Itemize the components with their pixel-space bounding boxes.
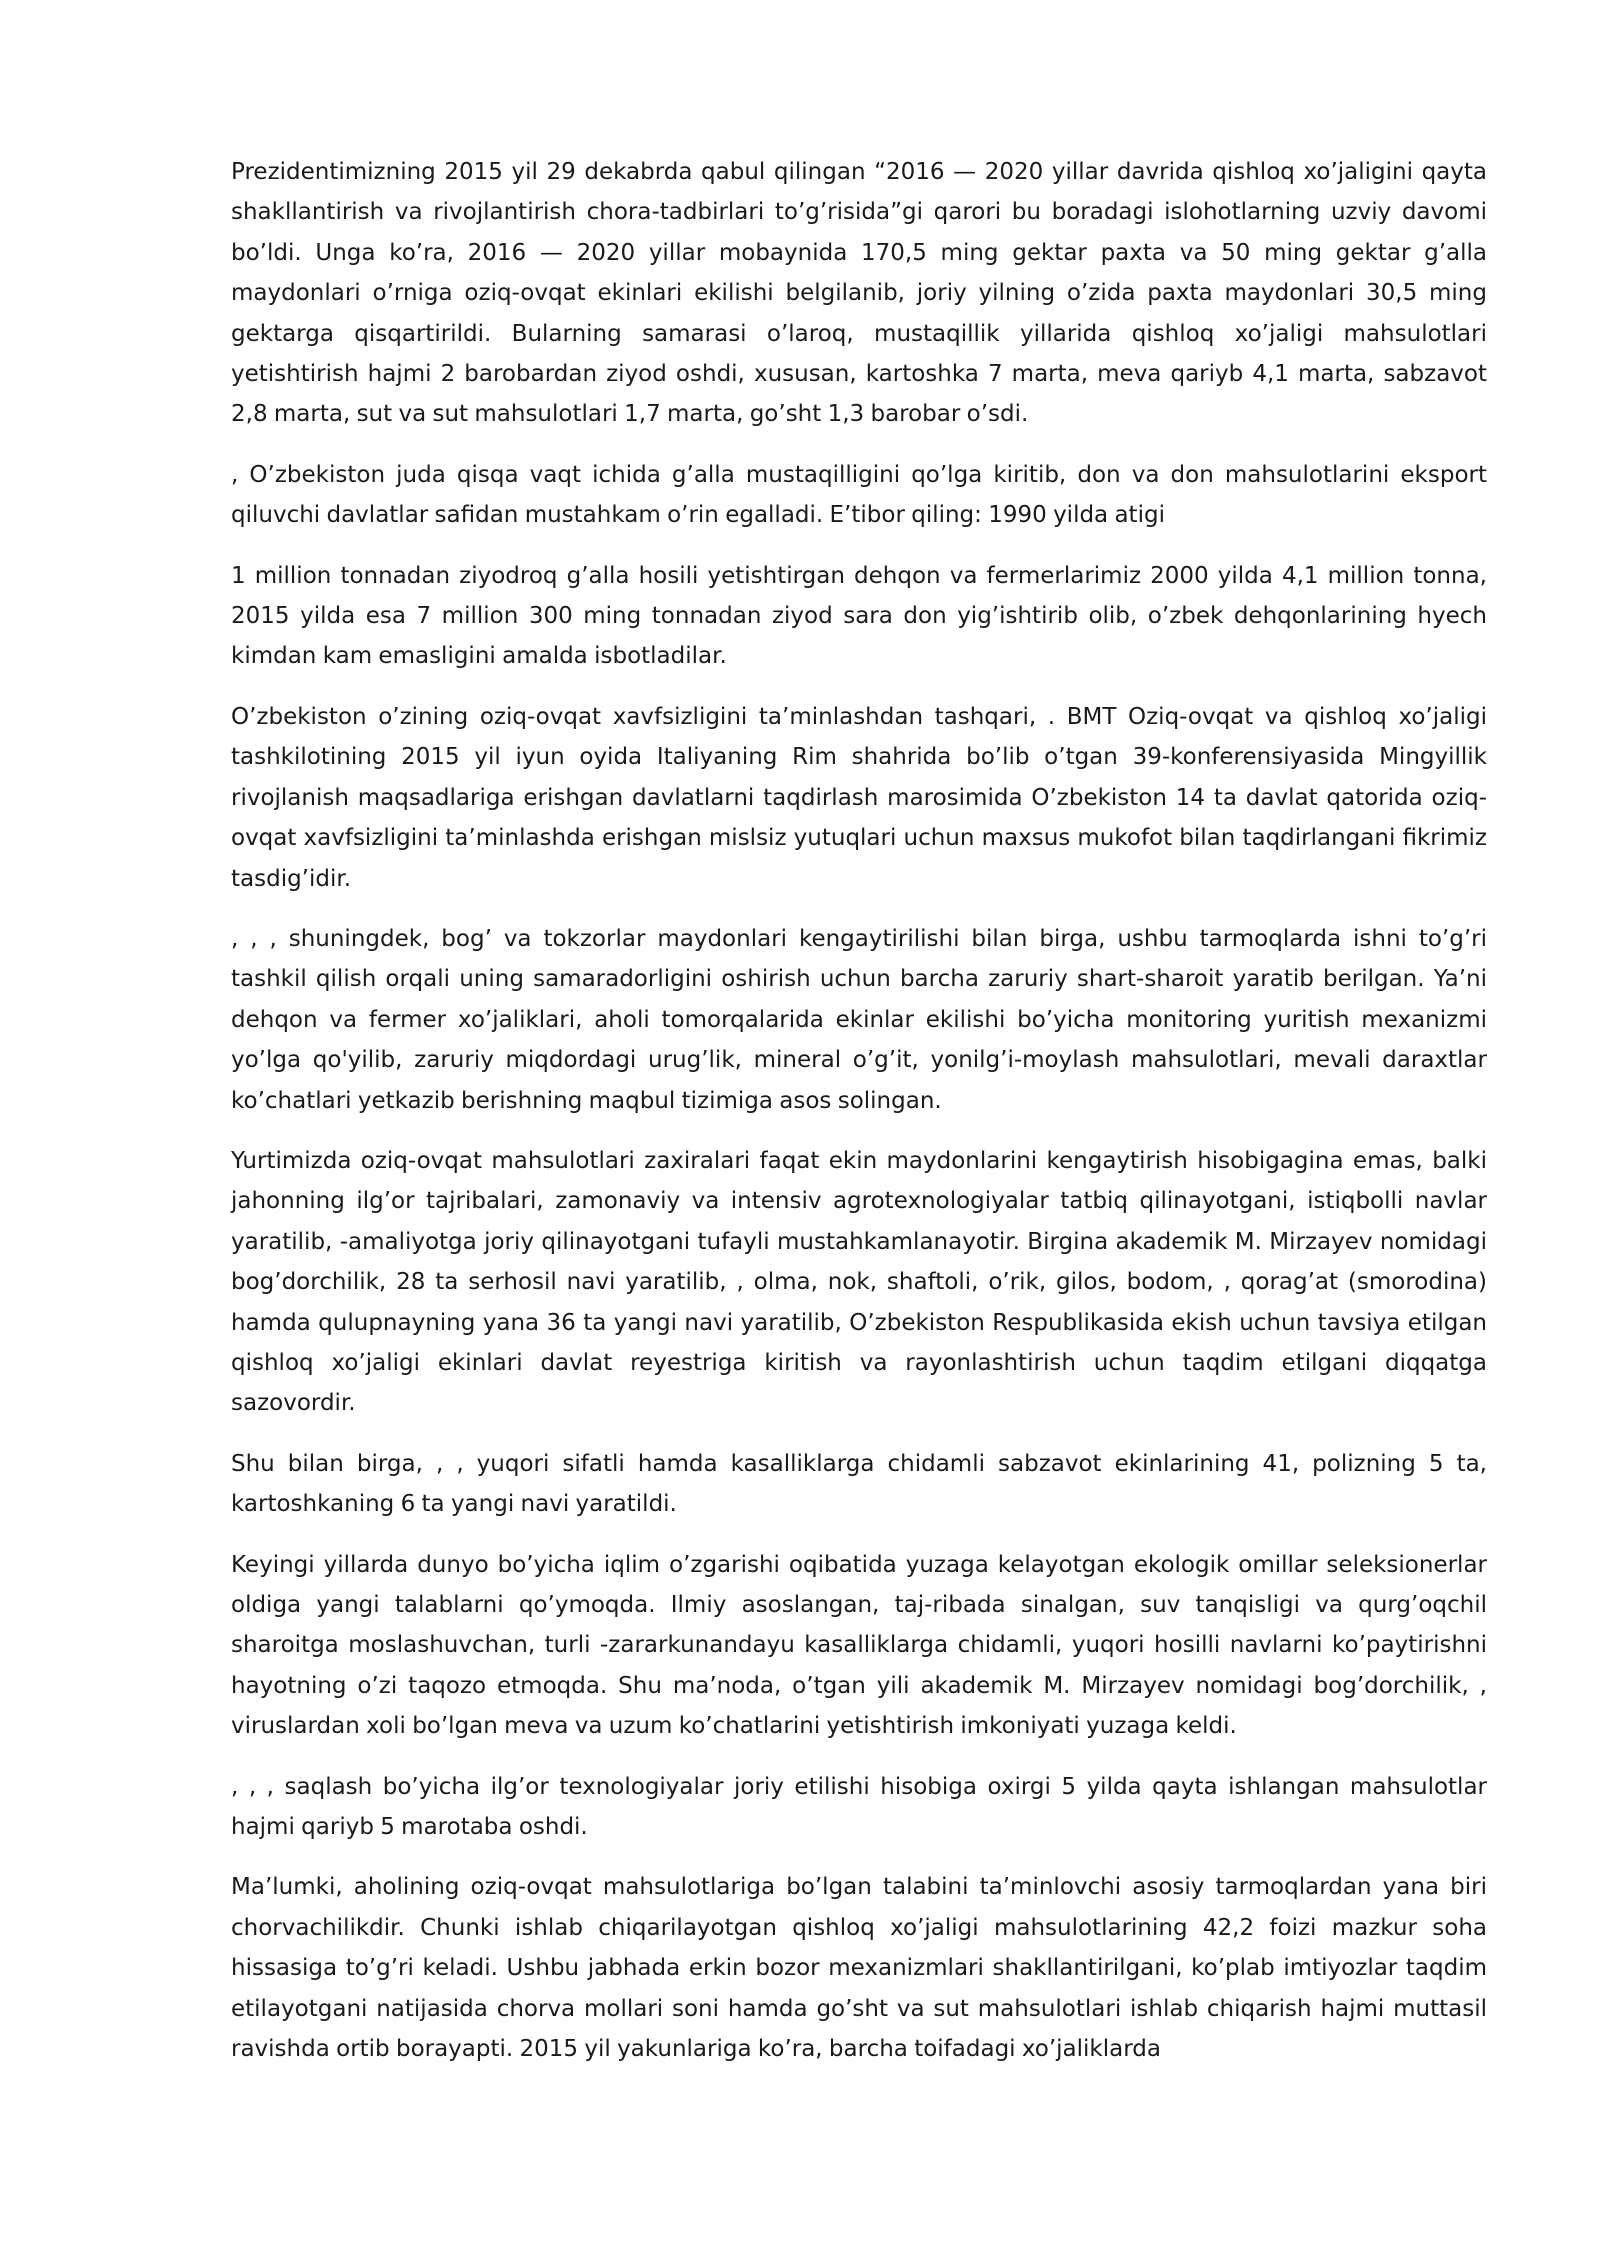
paragraph-9: , , , saqlash bo’yicha ilg’or texnologiyalar joriy etilishi hisobiga oxirgi 5 yilda qayta ishlangan mahsulotlar hajmi qariyb 5 marotaba oshdi. <box>231 1773 1487 1841</box>
paragraph-8: Keyingi yillarda dunyo bo’yicha iqlim o’zgarishi oqibatida yuzaga kelayotgan ekologik omillar seleksionerlar oldiga yangi talablarni qo’ymoqda. Ilmiy asoslangan, taj-ribada sinalgan, suv tanqisligi va qurg’oqchil sharoitga moslashuvchan, turli -zararkunandayu kasalliklarga chidamli, yuqori hosilli navlarni ko’paytirishni hayotning o’zi taqozo etmoqda. Shu ma’noda, o’tgan yili akademik M. Mirzayev nomidagi bog’dorchilik, , viruslardan xoli bo’lgan meva va uzum ko’chatlarini yetishtirish imkoniyati yuzaga keldi. <box>231 1551 1487 1740</box>
paragraph-6: Yurtimizda oziq-ovqat mahsulotlari zaxiralari faqat ekin maydonlarini kengaytirish hisobigagina emas, balki jahonning ilg’or tajribalari, zamonaviy va intensiv agrotexnologiyalar tatbiq qilinayotgani, istiqbolli navlar yaratilib, -amaliyotga joriy qilinayotgani tufayli mustahkamlanayotir. Birgina akademik M. Mirzayev nomidagi bog’dorchilik, 28 ta serhosil navi yaratilib, , olma, nok, shaftoli, o’rik, gilos, bodom, , qorag’at (smorodina) hamda qulupnayning yana 36 ta yangi navi yaratilib, O’zbekiston Respublikasida ekish uchun tavsiya etilgan qishloq xo’jaligi ekinlari davlat reyestriga kiritish va rayonlashtirish uchun taqdim etilgani diqqatga sazovordir. <box>231 1147 1487 1417</box>
paragraph-2: , O’zbekiston juda qisqa vaqt ichida g’alla mustaqilligini qo’lga kiritib, don va don mahsulotlarini eksport qiluvchi davlatlar safidan mustahkam o’rin egalladi. E’tibor qiling: 1990 yilda atigi <box>231 461 1487 529</box>
paragraph-4: O’zbekiston o’zining oziq-ovqat xavfsizligini ta’minlashdan tashqari, . BMT Oziq-ovqat va qishloq xo’jaligi tashkilotining 2015 yil iyun oyida Italiyaning Rim shahrida bo’lib o’tgan 39-konferensiyasida Mingyillik rivojlanish maqsadlariga erishgan davlatlarni taqdirlash marosimida O’zbekiston 14 ta davlat qatorida oziq-ovqat xavfsizligini ta’minlashda erishgan mislsiz yutuqlari uchun maxsus mukofot bilan taqdirlangani fikrimiz tasdig’idir. <box>231 703 1487 892</box>
document-body <box>231 152 1487 2069</box>
paragraph-7: Shu bilan birga, , , yuqori sifatli hamda kasalliklarga chidamli sabzavot ekinlarining 41, polizning 5 ta, kartoshkaning 6 ta yangi navi yaratildi. <box>231 1450 1487 1518</box>
paragraph-3: 1 million tonnadan ziyodroq g’alla hosili yetishtirgan dehqon va fermerlarimiz 2000 yilda 4,1 million tonna, 2015 yilda esa 7 million 300 ming tonnadan ziyod sara don yig’ishtirib olib, o’zbek dehqonlarining hyech kimdan kam emasligini amalda isbotladilar. <box>231 562 1487 670</box>
paragraph-5: , , , shuningdek, bog’ va tokzorlar maydonlari kengaytirilishi bilan birga, ushbu tarmoqlarda ishni to’g’ri tashkil qilish orqali uning samaradorligini oshirish uchun barcha zaruriy shart-sharoit yaratib berilgan. Ya’ni dehqon va fermer xo’jaliklari, aholi tomorqalarida ekinlar ekilishi bo’yicha monitoring yuritish mexanizmi yo’lga qo'yilib, zaruriy miqdordagi urug’lik, mineral o’g’it, yonilg’i-moylash mahsulotlari, mevali daraxtlar ko’chatlari yetkazib berishning maqbul tizimiga asos solingan. <box>231 925 1487 1114</box>
paragraph-10: Ma’lumki, aholining oziq-ovqat mahsulotlariga bo’lgan talabini ta’minlovchi asosiy tarmoqlardan yana biri chorvachilikdir. Chunki ishlab chiqarilayotgan qishloq xo’jaligi mahsulotlarining 42,2 foizi mazkur soha hissasiga to’g’ri keladi. Ushbu jabhada erkin bozor mexanizmlari shakllantirilgani, ko’plab imtiyozlar taqdim etilayotgani natijasida chorva mollari soni hamda go’sht va sut mahsulotlari ishlab chiqarish hajmi muttasil ravishda ortib borayapti. 2015 yil yakunlariga ko’ra, barcha toifadagi xo’jaliklarda <box>231 1874 1487 2063</box>
paragraph-1: Prezidentimizning 2015 yil 29 dekabrda qabul qilingan “2016 — 2020 yillar davrida qishloq xo’jaligini qayta shakllantirish va rivojlantirish chora-tadbirlari to’g’risida”gi qarori bu boradagi islohotlarning uzviy davomi bo’ldi. Unga ko’ra, 2016 — 2020 yillar mobaynida 170,5 ming gektar paxta va 50 ming gektar g’alla maydonlari o’rniga oziq-ovqat ekinlari ekilishi belgilanib, joriy yilning o’zida paxta maydonlari 30,5 ming gektarga qisqartirildi. Bularning samarasi o’laroq, mustaqillik yillarida qishloq xo’jaligi mahsulotlari yetishtirish hajmi 2 barobardan ziyod oshdi, xususan, kartoshka 7 marta, meva qariyb 4,1 marta, sabzavot 2,8 marta, sut va sut mahsulotlari 1,7 marta, go’sht 1,3 barobar o’sdi. <box>231 159 1487 428</box>
